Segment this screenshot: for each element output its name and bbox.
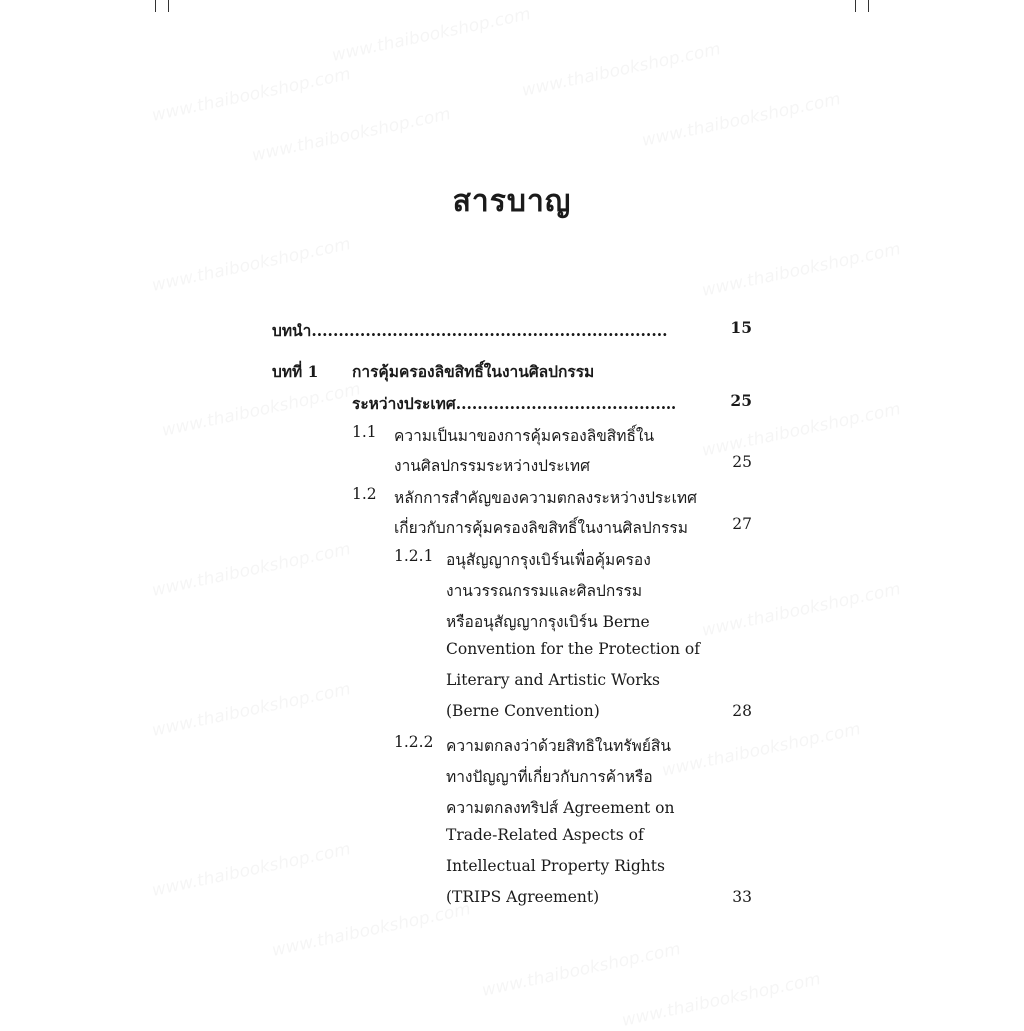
toc-chapter1-page: 25 <box>730 391 752 410</box>
toc-1-1-page: 25 <box>732 453 752 471</box>
toc-intro-leader: .................................................................. <box>311 321 668 340</box>
toc-chapter1-leader: ......................................… <box>455 394 677 413</box>
toc-1-1-line1: ความเป็นมาของการคุ้มครองลิขสิทธิ์ใน <box>394 427 655 445</box>
toc-1-2-2-line4: Trade-Related Aspects of <box>446 826 644 844</box>
toc-intro-title: บทนำ <box>272 321 312 340</box>
toc-1-2-1-line6: (Berne Convention) <box>446 702 600 720</box>
toc-1-2-1-page: 28 <box>732 702 752 720</box>
toc-1-2-line1: หลักการสำคัญของความตกลงระหว่างประเทศ <box>394 489 697 507</box>
toc-intro-page: 15 <box>730 318 752 337</box>
toc-1-2-1-line1: อนุสัญญากรุงเบิร์นเพื่อคุ้มครอง <box>446 551 651 569</box>
toc-chapter1-title-line1: การคุ้มครองลิขสิทธิ์ในงานศิลปกรรม <box>352 362 595 381</box>
toc-1-2-2-line5: Intellectual Property Rights <box>446 857 665 875</box>
toc-intro-label <box>272 318 668 343</box>
toc-1-2-line2: เกี่ยวกับการคุ้มครองลิขสิทธิ์ในงานศิลปกรรม <box>394 519 688 537</box>
toc-1-2-1-line5: Literary and Artistic Works <box>446 671 660 689</box>
toc-1-2-2-line6: (TRIPS Agreement) <box>446 888 600 906</box>
toc-1-2-2-page: 33 <box>732 888 752 906</box>
toc-1-2-1-line3: หรืออนุสัญญากรุงเบิร์น Berne <box>446 613 650 631</box>
toc-1-2-2-line2: ทางปัญญาที่เกี่ยวกับการค้าหรือ <box>446 768 653 786</box>
page-title: สารบาญ <box>452 184 572 219</box>
toc-1-2-2-line3: ความตกลงทริปส์ Agreement on <box>446 799 675 817</box>
toc-chapter1-title-line2 <box>352 391 676 416</box>
toc-1-1-line2: งานศิลปกรรมระหว่างประเทศ <box>394 457 590 475</box>
toc-1-2-page: 27 <box>732 515 752 533</box>
toc-1-2-number: 1.2 <box>352 485 377 503</box>
toc-1-2-1-line2: งานวรรณกรรมและศิลปกรรม <box>446 582 643 600</box>
toc-1-2-2-number: 1.2.2 <box>394 733 434 751</box>
toc-chapter1-title-text: ระหว่างประเทศ <box>352 394 456 413</box>
toc-1-1-number: 1.1 <box>352 423 377 441</box>
toc-1-2-1-line4: Convention for the Protection of <box>446 640 700 658</box>
toc-1-2-1-number: 1.2.1 <box>394 547 434 565</box>
toc-chapter1-number: บทที่ 1 <box>272 362 319 381</box>
toc-1-2-2-line1: ความตกลงว่าด้วยสิทธิในทรัพย์สิน <box>446 737 671 755</box>
